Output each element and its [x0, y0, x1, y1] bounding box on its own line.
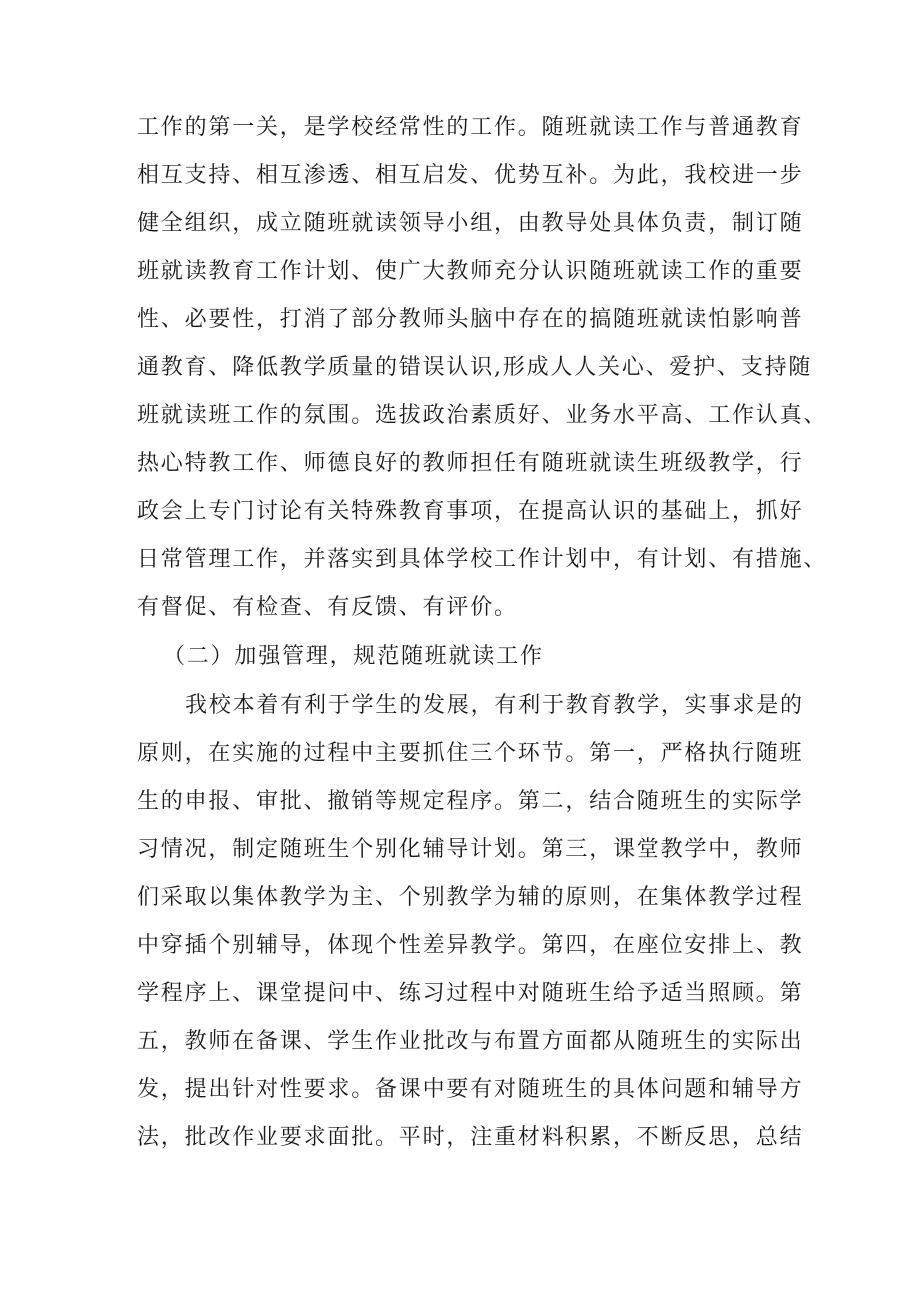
text-line: 生的申报、审批、撤销等规定程序。第二，结合随班生的实际学 [137, 789, 804, 814]
text-line: 学程序上、课堂提问中、练习过程中对随班生给予适当照顾。第 [137, 981, 804, 1006]
text-line: 热心特教工作、师德良好的教师担任有随班就读生班级教学，行 [137, 451, 804, 476]
text-line: 发，提出针对性要求。备课中要有对随班生的具体问题和辅导方 [137, 1077, 804, 1102]
text-line: 通教育、降低教学质量的错误认识,形成人人关心、爱护、支持随 [137, 355, 813, 380]
text-line: 健全组织，成立随班就读领导小组，由教导处具体负责，制订随 [137, 211, 804, 236]
text-line: 日常管理工作，并落实到具体学校工作计划中，有计划、有措施、 [137, 547, 828, 572]
text-line: 性、必要性，打消了部分教师头脑中存在的搞随班就读怕影响普 [137, 307, 804, 332]
text-line: 五，教师在备课、学生作业批改与布置方面都从随班生的实际出 [137, 1029, 804, 1054]
text-line: 政会上专门讨论有关特殊教育事项，在提高认识的基础上，抓好 [137, 499, 804, 524]
text-line: 有督促、有检查、有反馈、有评价。 [137, 595, 518, 620]
text-line: 我校本着有利于学生的发展，有利于教育教学，实事求是的 [185, 693, 804, 718]
section-heading: （二）加强管理，规范随班就读工作 [163, 644, 544, 669]
text-line: 班就读教育工作计划、使广大教师充分认识随班就读工作的重要 [137, 259, 804, 284]
text-line: 们采取以集体教学为主、个别教学为辅的原则，在集体教学过程 [137, 885, 804, 910]
text-line: 原则，在实施的过程中主要抓住三个环节。第一，严格执行随班 [137, 741, 804, 766]
text-line: 相互支持、相互渗透、相互启发、优势互补。为此，我校进一步 [137, 163, 804, 188]
text-line: 习情况，制定随班生个别化辅导计划。第三，课堂教学中，教师 [137, 837, 804, 862]
text-line: 法，批改作业要求面批。平时，注重材料积累，不断反思，总结 [137, 1125, 804, 1150]
text-line: 班就读班工作的氛围。选拔政治素质好、业务水平高、工作认真、 [137, 403, 828, 428]
text-line: 工作的第一关，是学校经常性的工作。随班就读工作与普通教育 [137, 115, 804, 140]
text-line: 中穿插个别辅导，体现个性差异教学。第四，在座位安排上、教 [137, 933, 804, 958]
